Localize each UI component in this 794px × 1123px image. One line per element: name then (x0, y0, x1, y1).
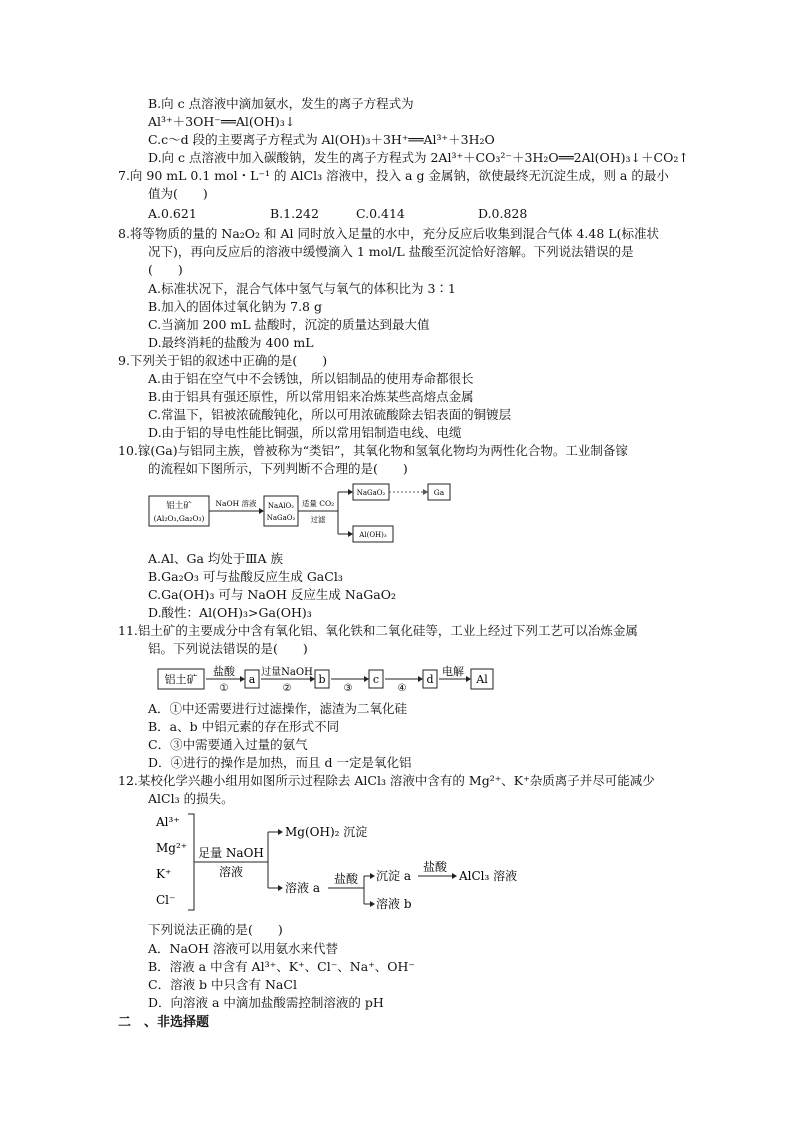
q9-option-b: B.由于铝具有强还原性，所以常用铝来冶炼某些高熔点金属 (148, 389, 474, 404)
ore-label: 铝土矿 (164, 673, 198, 686)
q6-option-d: D.向 c 点溶液中加入碳酸钠，发生的离子方程式为 2Al³⁺＋CO₃²⁻＋3H₂O══2Al(OH)₃↓＋CO₂↑ (148, 150, 689, 165)
arrow-1-head (240, 676, 245, 682)
q12-option-d: D．向溶液 a 中滴加盐酸需控制溶液的 pH (148, 995, 384, 1010)
arrow-1-head (259, 508, 264, 514)
q9-option-d: D.由于铝的导电性能比铜强，所以常用铝制造电线、电缆 (148, 425, 462, 440)
q11-option-d: D．④进行的操作是加热，而且 d 一定是氧化铝 (148, 755, 412, 770)
mg-precipitate: Mg(OH)₂ 沉淀 (285, 825, 368, 839)
q12-stem: 12.某校化学兴趣小组用如图所示过程除去 AlCl₃ 溶液中含有的 Mg²⁺、K⁺杂质离子并尽可能减少 (118, 773, 655, 788)
q7-stem: 7.向 90 mL 0.1 mol・L⁻¹ 的 AlCl₃ 溶液中，投入 a g 金属钠，欲使最终无沉淀生成，则 a 的最小 (118, 168, 669, 183)
step-2-number: ② (282, 683, 292, 694)
q8-option-c: C.当滴加 200 mL 盐酸时，沉淀的质量达到最大值 (148, 317, 430, 332)
q7-stem-cont: 值为( ) (148, 186, 208, 201)
q9-stem: 9.下列关于铝的叙述中正确的是( ) (118, 353, 328, 368)
arrow-4-head (418, 676, 423, 682)
precipitate-a: 沉淀 a (376, 869, 411, 883)
q10-option-d: D.酸性：Al(OH)₃>Ga(OH)₃ (148, 605, 312, 620)
q12-option-c: C．溶液 b 中只含有 NaCl (148, 977, 297, 992)
gallium-flow-diagram (148, 482, 468, 552)
step-3-number: ③ (343, 683, 353, 694)
reagent-naoh-solution: 溶液 (218, 865, 244, 879)
label-d: d (426, 673, 434, 686)
section-heading: 二 、非选择题 (118, 1015, 210, 1030)
intermediate-1: NaAlO₂ (267, 502, 295, 510)
q9-option-c: C.常温下，铝被浓硫酸钝化，所以可用浓硫酸除去铝表面的铜镀层 (148, 407, 512, 422)
q8-option-b: B.加入的固体过氧化钠为 7.8 g (148, 299, 322, 314)
ion-bracket (188, 814, 194, 910)
ore-label: 铝土矿 (166, 501, 192, 511)
ion-k: K⁺ (156, 867, 172, 881)
step2-reagent: 适量 CO₂ (301, 499, 335, 508)
lower-branch-2-head (370, 901, 375, 907)
q12-option-a: A．NaOH 溶液可以用氨水来代替 (148, 941, 339, 956)
label-c: c (372, 673, 380, 686)
q9-option-a: A.由于铝在空气中不会锈蚀，所以铝制品的使用寿命都很长 (148, 371, 474, 386)
q8-option-d: D.最终消耗的盐酸为 400 mL (148, 335, 314, 350)
q10-option-b: B.Ga₂O₃ 可与盐酸反应生成 GaCl₃ (148, 569, 343, 584)
aluminum-process-diagram (150, 660, 500, 696)
acid-line-2-head (452, 873, 457, 879)
q11-stem: 11.铝土矿的主要成分中含有氧化铝、氧化铁和二氧化硅等，工业上经过下列工艺可以冶炼金属 (118, 623, 638, 638)
q10-option-a: A.Al、Ga 均处于ⅢA 族 (148, 551, 283, 566)
q12-stem-cont: AlCl₃ 的损失。 (148, 791, 234, 806)
ion-removal-diagram (150, 810, 540, 920)
q7-option-a: A.0.621 (148, 206, 197, 221)
q11-option-b: B．a、b 中铝元素的存在形式不同 (148, 719, 340, 734)
q11-option-a: A．①中还需要进行过滤操作，滤渣为二氧化硅 (148, 701, 408, 716)
ion-cl: Cl⁻ (156, 893, 176, 907)
q10-stem-cont: 的流程如下图所示，下列判断不合理的是( ) (148, 461, 408, 476)
q8-stem: 8.将等物质的量的 Na₂O₂ 和 Al 同时放入足量的水中，充分反应后收集到混合气体 4.48 L(标准状 (118, 226, 659, 241)
q6-option-b-equation: Al³⁺＋3OH⁻══Al(OH)₃↓ (148, 114, 296, 129)
q10-option-c: C.Ga(OH)₃ 可与 NaOH 反应生成 NaGaO₂ (148, 587, 396, 602)
filtrate-label: NaGaO₂ (356, 489, 386, 497)
reagent-1: 盐酸 (213, 665, 235, 678)
q12-question: 下列说法正确的是( ) (148, 922, 283, 937)
reagent-2: 过量NaOH (261, 667, 313, 678)
ion-al: Al³⁺ (156, 815, 180, 829)
step-1-number: ① (219, 683, 229, 694)
reagent-5: 电解 (442, 665, 464, 678)
step-4-number: ④ (397, 683, 407, 694)
branch-down-head (348, 531, 353, 537)
ore-composition: (Al₂O₃,Ga₂O₃) (153, 514, 205, 523)
precipitate-label: Al(OH)₃ (359, 531, 387, 539)
reagent-hcl-1: 盐酸 (333, 872, 359, 886)
q6-option-c: C.c～d 段的主要离子方程式为 Al(OH)₃＋3H⁺══Al³⁺＋3H₂O (148, 132, 495, 147)
q7-option-b: B.1.242 (270, 206, 319, 221)
q8-stem-cont: 况下)，再向反应后的溶液中缓慢滴入 1 mol/L 盐酸至沉淀恰好溶解。下列说法错误的是 (148, 244, 634, 259)
branch-up-head (348, 489, 353, 495)
q7-option-c: C.0.414 (356, 206, 405, 221)
gallium-label: Ga (433, 488, 445, 497)
q11-stem-cont: 铝。下列说法错误的是( ) (148, 641, 308, 656)
q11-option-c: C．③中需要通入过量的氨气 (148, 737, 308, 752)
solution-a: 溶液 a (285, 881, 320, 895)
q6-option-b: B.向 c 点溶液中滴加氨水，发生的离子方程式为 (148, 96, 414, 111)
ion-mg: Mg²⁺ (156, 841, 188, 855)
label-a: a (248, 673, 256, 686)
q10-stem: 10.镓(Ga)与铝同主族，曾被称为“类铝”，其氧化物和氢氧化物均为两性化合物。工业制备镓 (118, 443, 628, 458)
label-b: b (318, 673, 326, 686)
q7-option-d: D.0.828 (478, 206, 528, 221)
solution-b: 溶液 b (376, 897, 412, 911)
reagent-naoh: 足量 NaOH (198, 846, 264, 860)
q8-option-a: A.标准状况下，混合气体中氢气与氧气的体积比为 3∶1 (148, 281, 456, 296)
step2-operation: 过滤 (310, 515, 326, 524)
reagent-hcl-2: 盐酸 (422, 860, 448, 874)
intermediate-2: NaGaO₂ (266, 514, 296, 522)
q8-stem-paren: ( ) (148, 262, 183, 277)
arrow-5-head (466, 676, 471, 682)
upper-branch-2-head (370, 873, 375, 879)
label-al: Al (476, 673, 488, 686)
step1-reagent: NaOH 溶液 (215, 499, 257, 508)
lower-branch-head (278, 885, 283, 891)
upper-branch-head (278, 829, 283, 835)
final-solution: AlCl₃ 溶液 (459, 869, 518, 883)
q12-option-b: B．溶液 a 中含有 Al³⁺、K⁺、Cl⁻、Na⁺、OH⁻ (148, 959, 416, 974)
dotted-arrow-head (423, 489, 428, 495)
arrow-3-head (364, 676, 369, 682)
